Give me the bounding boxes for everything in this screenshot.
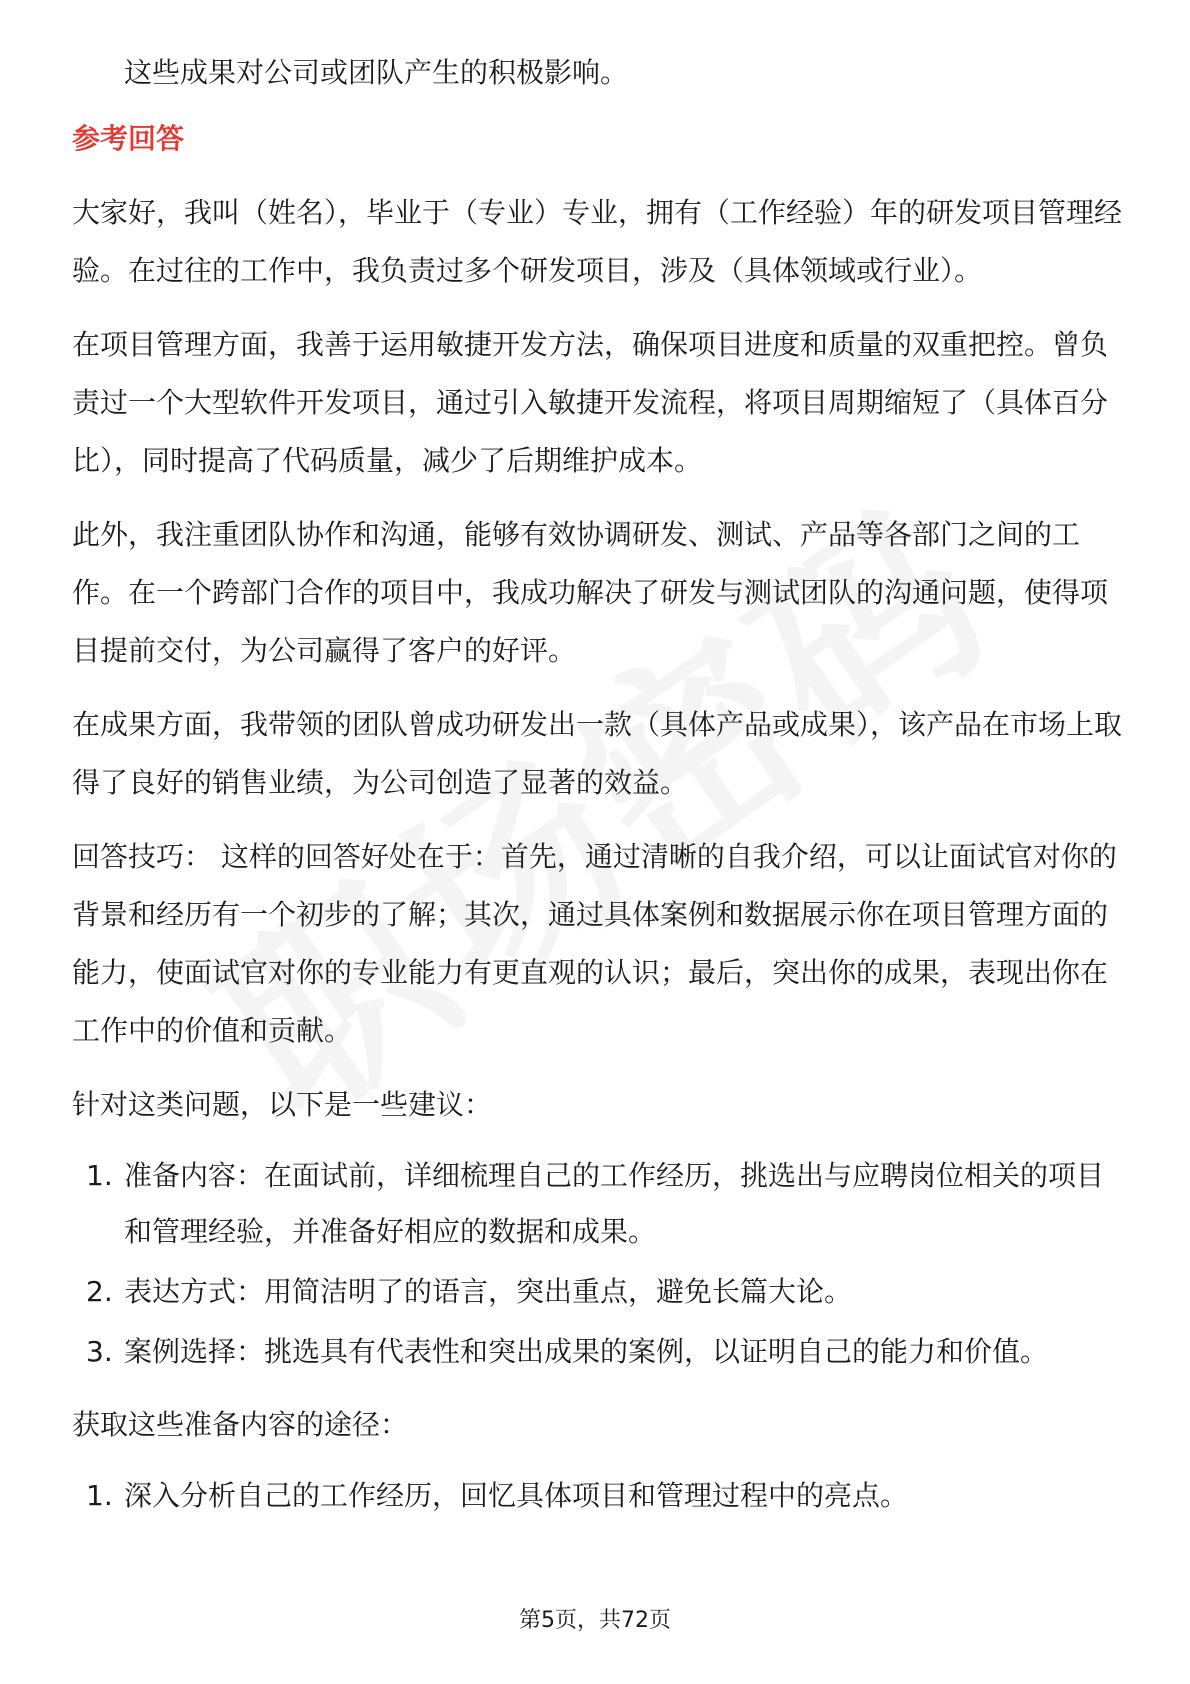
- list-item-text: 深入分析自己的工作经历，回忆具体项目和管理过程中的亮点。: [124, 1479, 909, 1512]
- list-item-text: 表达方式：用简洁明了的语言，突出重点，避免长篇大论。: [124, 1275, 853, 1308]
- ways-list: [72, 1468, 1122, 1524]
- list-number: 1.: [86, 1479, 113, 1512]
- list-item: [72, 1148, 1122, 1260]
- paragraph-teamwork: 此外，我注重团队协作和沟通，能够有效协调研发、测试、产品等各部门之间的工作。在一个跨部门合作的项目中，我成功解决了研发与测试团队的沟通问题，使得项目提前交付，为公司赢得了客户的好评。: [72, 518, 1109, 667]
- reference-heading: 参考回答: [72, 122, 185, 155]
- paragraph-intro: 大家好，我叫（姓名），毕业于（专业）专业，拥有（工作经验）年的研发项目管理经验。在过往的工作中，我负责过多个研发项目，涉及（具体领域或行业）。: [72, 196, 1123, 287]
- paragraph-answer-tips: 回答技巧： 这样的回答好处在于：首先，通过清晰的自我介绍，可以让面试官对你的背景和经历有一个初步的了解；其次，通过具体案例和数据展示你在项目管理方面的能力，使面试官对你的专业能力有更直观的认识；最后，突出你的成果，表现出你在工作中的价值和贡献。: [72, 840, 1117, 1047]
- ways-intro: 获取这些准备内容的途径：: [72, 1408, 409, 1441]
- list-number: 1.: [86, 1159, 113, 1192]
- list-item-text: 准备内容：在面试前，详细梳理自己的工作经历，挑选出与应聘岗位相关的项目和管理经验，并准备好相应的数据和成果。: [124, 1159, 1105, 1248]
- list-item: [72, 1324, 1122, 1380]
- list-number: 3.: [86, 1335, 113, 1368]
- paragraph-achievements: 在成果方面，我带领的团队曾成功研发出一款（具体产品或成果），该产品在市场上取得了良好的销售业绩，为公司创造了显著的效益。: [72, 708, 1123, 799]
- suggestion-intro: 针对这类问题，以下是一些建议：: [72, 1088, 493, 1121]
- list-item-text: 案例选择：挑选具有代表性和突出成果的案例，以证明自己的能力和价值。: [124, 1335, 1049, 1368]
- page-content: [72, 44, 1122, 1528]
- list-item: [72, 1468, 1122, 1524]
- suggestion-list: [72, 1148, 1122, 1380]
- list-item: [72, 1264, 1122, 1320]
- list-number: 2.: [86, 1275, 113, 1308]
- intro-line: 这些成果对公司或团队产生的积极影响。: [124, 56, 629, 89]
- paragraph-project-management: 在项目管理方面，我善于运用敏捷开发方法，确保项目进度和质量的双重把控。曾负责过一个大型软件开发项目，通过引入敏捷开发流程，将项目周期缩短了（具体百分比），同时提高了代码质量，减少了后期维护成本。: [72, 328, 1109, 477]
- page-footer: 第5页，共72页: [519, 1608, 671, 1633]
